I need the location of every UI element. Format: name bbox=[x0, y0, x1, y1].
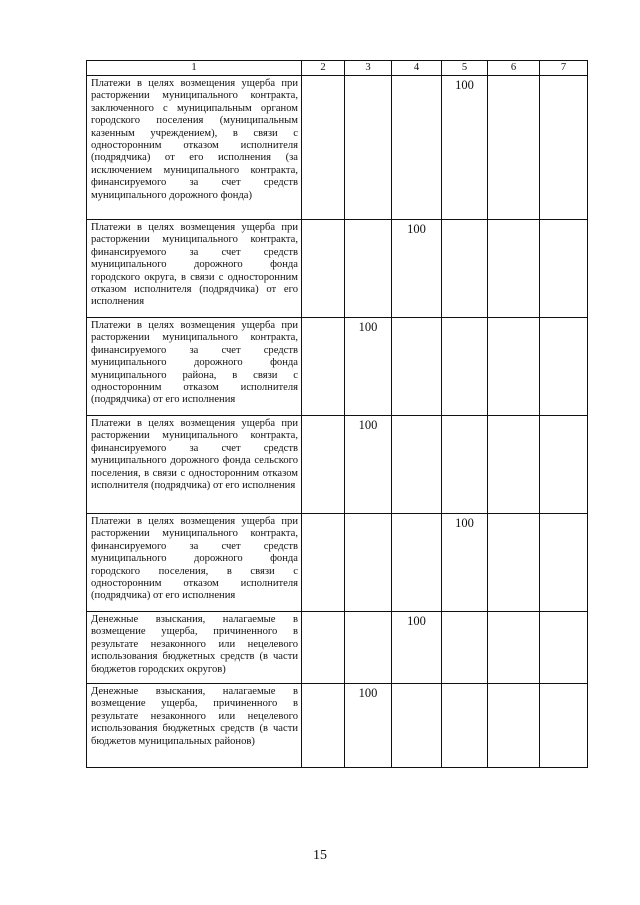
column-header: 6 bbox=[488, 61, 540, 76]
row-value bbox=[302, 514, 345, 612]
row-value bbox=[488, 684, 540, 768]
row-value bbox=[392, 416, 442, 514]
row-value bbox=[302, 612, 345, 684]
row-value bbox=[488, 318, 540, 416]
row-value bbox=[345, 612, 392, 684]
row-value: 100 bbox=[392, 220, 442, 318]
row-value bbox=[302, 76, 345, 220]
row-description: Платежи в целях возмещения ущерба при расторжении муниципального контракта, финансируемого за счет средств муниципального дорожного фонда городского округа, в связи с односторонним отказом исполнителя (подрядчика) от его исполнения bbox=[87, 220, 302, 318]
row-value bbox=[345, 220, 392, 318]
table-row bbox=[87, 514, 588, 612]
row-value: 100 bbox=[345, 318, 392, 416]
row-value: 100 bbox=[442, 514, 488, 612]
row-value bbox=[442, 220, 488, 318]
row-value bbox=[540, 318, 588, 416]
column-header: 3 bbox=[345, 61, 392, 76]
column-header: 4 bbox=[392, 61, 442, 76]
column-header: 1 bbox=[87, 61, 302, 76]
row-value bbox=[540, 220, 588, 318]
row-value bbox=[488, 416, 540, 514]
row-value bbox=[540, 514, 588, 612]
table-row bbox=[87, 416, 588, 514]
row-value bbox=[442, 318, 488, 416]
row-value bbox=[442, 416, 488, 514]
row-value bbox=[345, 76, 392, 220]
row-value bbox=[392, 684, 442, 768]
row-value bbox=[392, 76, 442, 220]
table-row bbox=[87, 318, 588, 416]
row-value bbox=[302, 416, 345, 514]
table-row bbox=[87, 76, 588, 220]
row-value bbox=[488, 220, 540, 318]
row-description: Денежные взыскания, налагаемые в возмещение ущерба, причиненного в результате незаконного или нецелевого использования бюджетных средств (в части бюджетов муниципальных районов) bbox=[87, 684, 302, 768]
table-row bbox=[87, 612, 588, 684]
table-header-row bbox=[87, 61, 588, 76]
row-value bbox=[540, 416, 588, 514]
row-value bbox=[540, 612, 588, 684]
page-number: 15 bbox=[313, 848, 327, 863]
column-header: 2 bbox=[302, 61, 345, 76]
row-value bbox=[442, 612, 488, 684]
row-value bbox=[488, 612, 540, 684]
row-description: Платежи в целях возмещения ущерба при расторжении муниципального контракта, финансируемого за счет средств муниципального дорожного фонда муниципального района, в связи с односторонним отказом исполнителя (подрядчика) от его исполнения bbox=[87, 318, 302, 416]
row-value bbox=[302, 220, 345, 318]
row-value bbox=[302, 684, 345, 768]
row-description: Платежи в целях возмещения ущерба при расторжении муниципального контракта, финансируемого за счет средств муниципального дорожного фонда городского поселения, в связи с односторонним отказом исполнителя (подрядчика) от его исполнения bbox=[87, 514, 302, 612]
budget-table bbox=[86, 60, 588, 768]
row-value bbox=[392, 514, 442, 612]
row-value bbox=[345, 514, 392, 612]
row-value: 100 bbox=[442, 76, 488, 220]
row-value: 100 bbox=[392, 612, 442, 684]
row-description: Денежные взыскания, налагаемые в возмещение ущерба, причиненного в результате незаконного или нецелевого использования бюджетных средств (в части бюджетов городских округов) bbox=[87, 612, 302, 684]
row-value: 100 bbox=[345, 416, 392, 514]
row-value bbox=[488, 76, 540, 220]
row-value bbox=[302, 318, 345, 416]
row-value bbox=[540, 76, 588, 220]
table-row bbox=[87, 684, 588, 768]
column-header: 7 bbox=[540, 61, 588, 76]
row-description: Платежи в целях возмещения ущерба при расторжении муниципального контракта, финансируемого за счет средств муниципального дорожного фонда сельского поселения, в связи с односторонним отказом исполнителя (подрядчика) от его исполнения bbox=[87, 416, 302, 514]
row-description: Платежи в целях возмещения ущерба при расторжении муниципального контракта, заключенного с муниципальным органом городского поселения (муниципальным казенным учреждением), в связи с односторонним отказом исполнителя (подрядчика) от его исполнения (за исключением муниципального контракта, финансируемого за счет средств муниципального дорожного фонда) bbox=[87, 76, 302, 220]
row-value bbox=[488, 514, 540, 612]
row-value: 100 bbox=[345, 684, 392, 768]
row-value bbox=[442, 684, 488, 768]
row-value bbox=[392, 318, 442, 416]
row-value bbox=[540, 684, 588, 768]
table-row bbox=[87, 220, 588, 318]
column-header: 5 bbox=[442, 61, 488, 76]
